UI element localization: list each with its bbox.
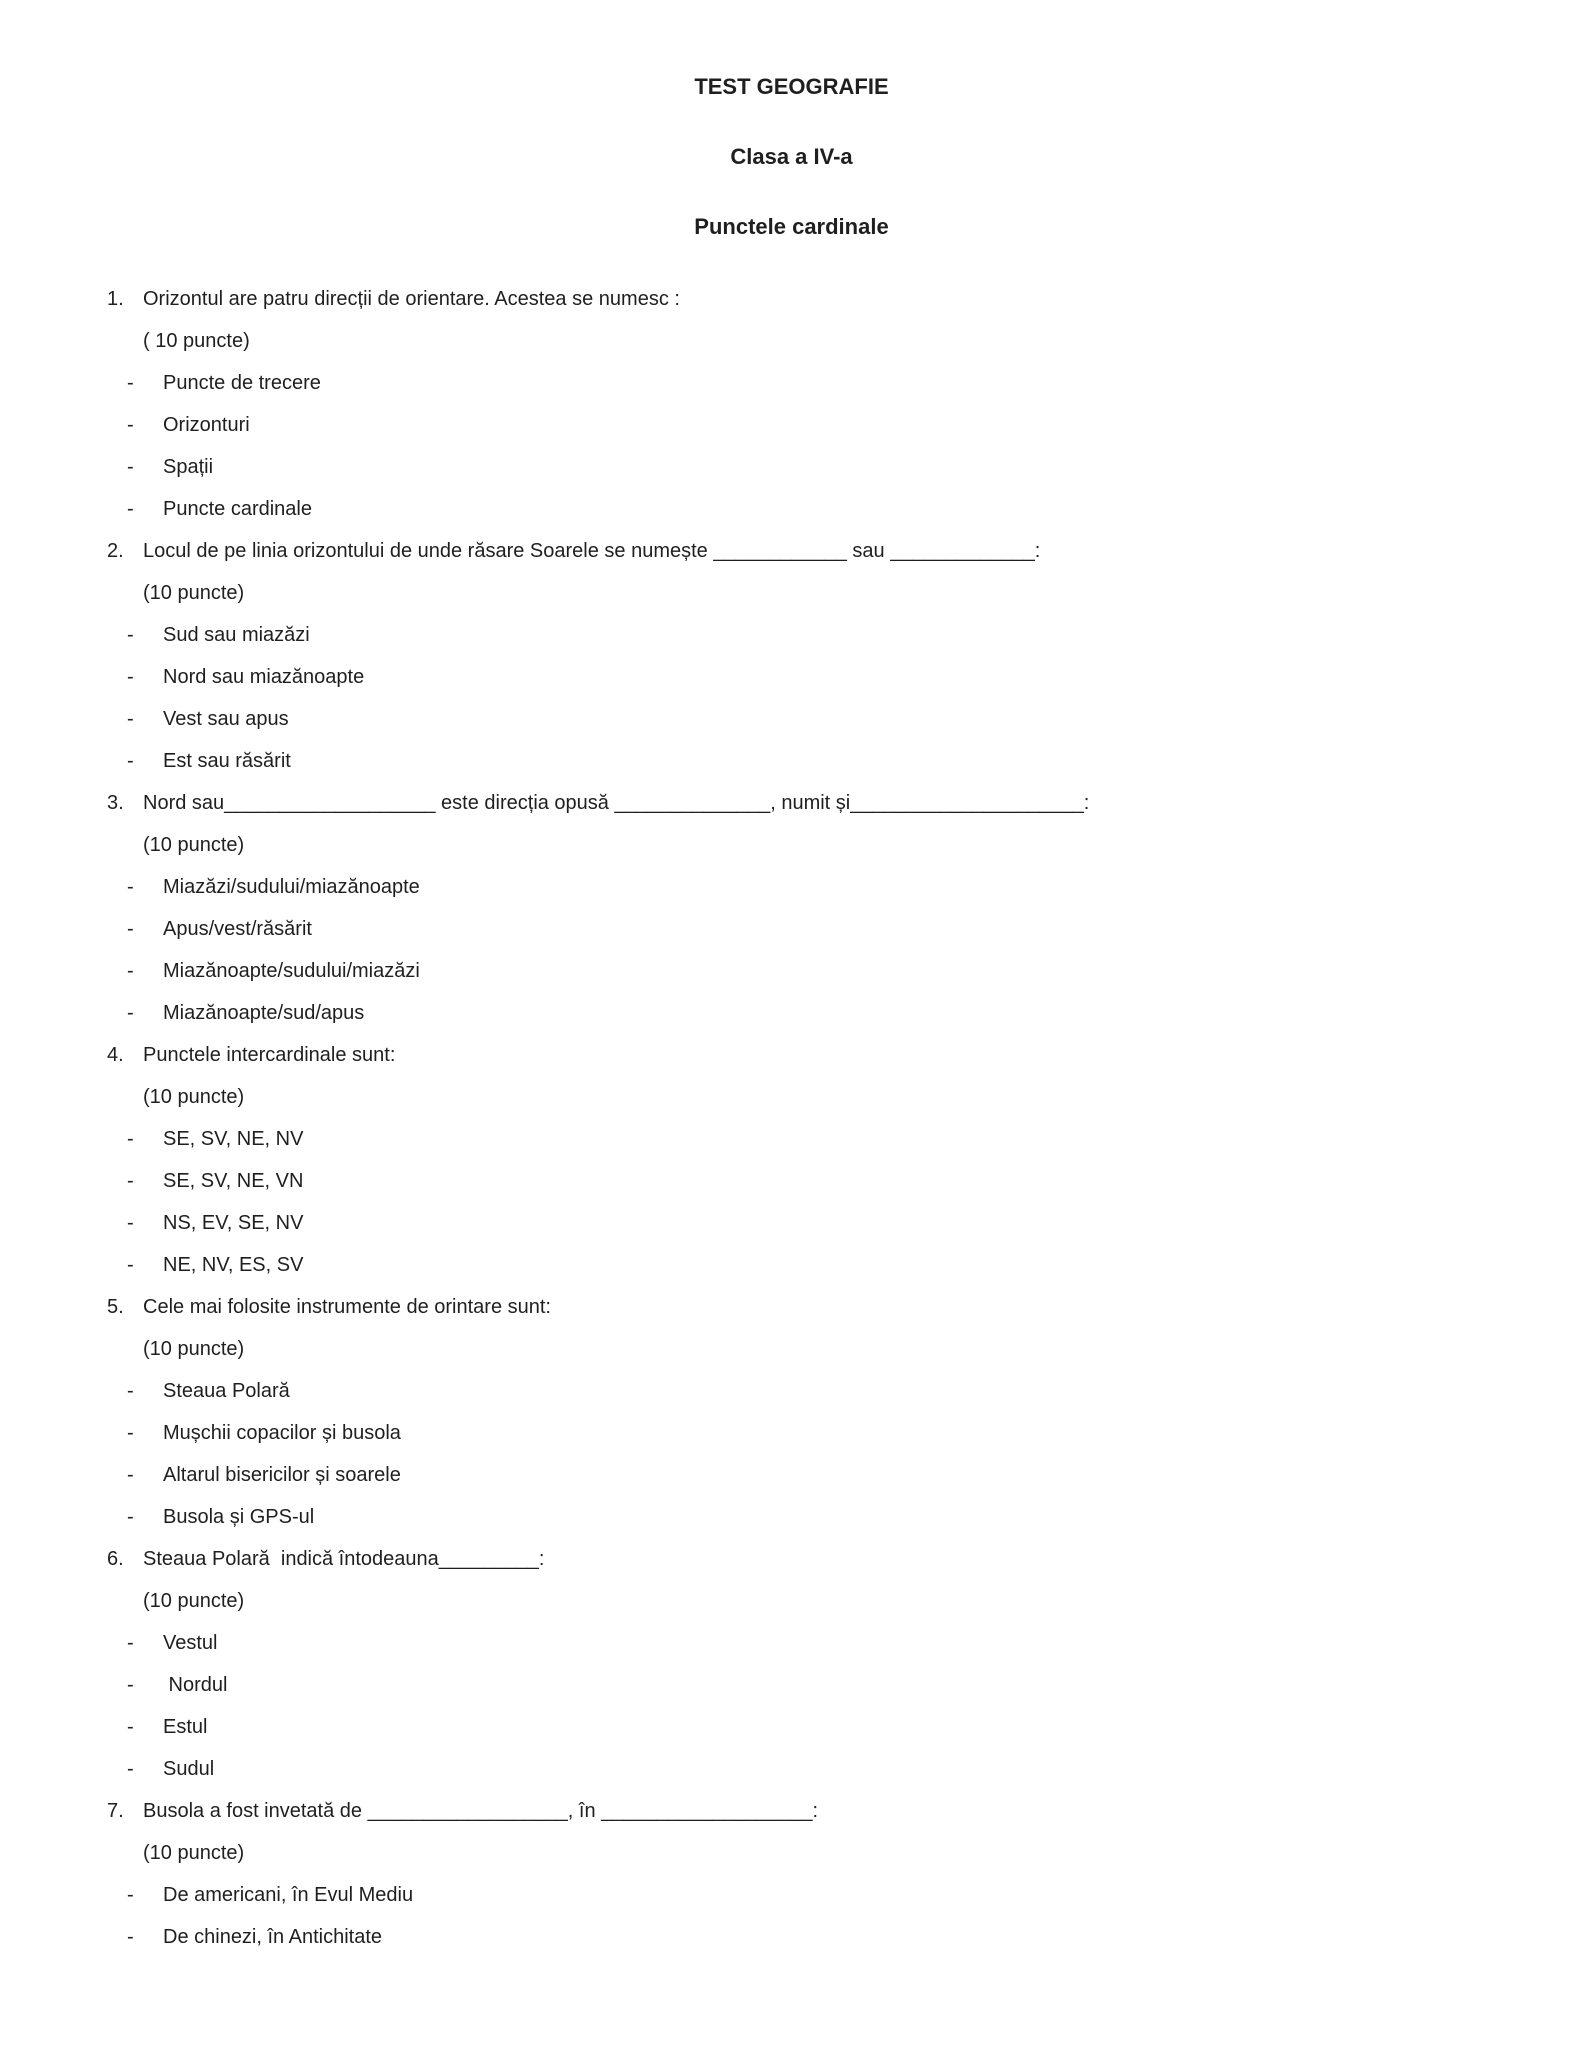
- option-bullet: -: [127, 1002, 134, 1024]
- option-text: Busola și GPS-ul: [163, 1506, 315, 1528]
- option-line: [0, 446, 1583, 488]
- question-number: 5.: [107, 1296, 124, 1318]
- option-text: Estul: [163, 1716, 208, 1738]
- option-text: Spații: [163, 456, 214, 478]
- option-bullet: -: [127, 918, 134, 940]
- option-text: Mușchii copacilor și busola: [163, 1422, 401, 1444]
- option-bullet: -: [127, 1380, 134, 1402]
- option-line: [0, 1748, 1583, 1790]
- option-text: SE, SV, NE, NV: [163, 1128, 304, 1150]
- option-bullet: -: [127, 1128, 134, 1150]
- option-bullet: -: [127, 498, 134, 520]
- option-line: [0, 1496, 1583, 1538]
- option-bullet: -: [127, 960, 134, 982]
- points-label: ( 10 puncte): [143, 330, 250, 352]
- question-5: [0, 1286, 1583, 1538]
- question-text: Nord sau___________________ este direcția opusă ______________, numit și_____________________:: [143, 792, 1090, 814]
- question-text: Cele mai folosite instrumente de orintare sunt:: [143, 1296, 551, 1318]
- option-text: Est sau răsărit: [163, 750, 291, 772]
- points-label: (10 puncte): [143, 1590, 245, 1612]
- option-line: [0, 908, 1583, 950]
- question-line: [0, 1286, 1583, 1328]
- option-text: Altarul bisericilor și soarele: [163, 1464, 401, 1486]
- option-line: [0, 1706, 1583, 1748]
- option-bullet: -: [127, 456, 134, 478]
- option-text: Miazăzi/sudului/miazănoapte: [163, 876, 420, 898]
- option-text: De chinezi, în Antichitate: [163, 1926, 383, 1948]
- question-line: [0, 278, 1583, 320]
- option-bullet: -: [127, 372, 134, 394]
- option-text: Nord sau miazănoapte: [163, 666, 365, 688]
- option-text: NS, EV, SE, NV: [163, 1212, 304, 1234]
- points-label: (10 puncte): [143, 582, 245, 604]
- question-text: Steaua Polară indică întodeauna_________:: [143, 1548, 545, 1570]
- option-text: Miazănoapte/sud/apus: [163, 1002, 365, 1024]
- option-bullet: -: [127, 1632, 134, 1654]
- option-text: Vest sau apus: [163, 708, 289, 730]
- option-text: Puncte cardinale: [163, 498, 312, 520]
- option-bullet: -: [127, 1254, 134, 1276]
- option-bullet: -: [127, 624, 134, 646]
- question-number: 1.: [107, 288, 124, 310]
- option-text: SE, SV, NE, VN: [163, 1170, 304, 1192]
- option-line: [0, 1454, 1583, 1496]
- question-6: [0, 1538, 1583, 1790]
- option-text: Apus/vest/răsărit: [163, 918, 312, 940]
- question-2: [0, 530, 1583, 782]
- option-text: Miazănoapte/sudului/miazăzi: [163, 960, 420, 982]
- option-line: [0, 656, 1583, 698]
- option-bullet: -: [127, 1926, 134, 1948]
- option-line: [0, 866, 1583, 908]
- option-line: [0, 698, 1583, 740]
- option-bullet: -: [127, 876, 134, 898]
- option-text: Orizonturi: [163, 414, 250, 436]
- option-text: Nordul: [163, 1674, 228, 1696]
- option-line: [0, 1160, 1583, 1202]
- question-number: 2.: [107, 540, 124, 562]
- question-number: 3.: [107, 792, 124, 814]
- option-bullet: -: [127, 1464, 134, 1486]
- option-line: [0, 992, 1583, 1034]
- option-text: De americani, în Evul Mediu: [163, 1884, 414, 1906]
- question-line: [0, 1538, 1583, 1580]
- option-line: [0, 1874, 1583, 1916]
- question-1: [0, 278, 1583, 530]
- option-line: [0, 1664, 1583, 1706]
- doc-class-line: Clasa a IV-a: [730, 144, 853, 169]
- option-line: [0, 488, 1583, 530]
- question-line: [0, 530, 1583, 572]
- question-line: [0, 1034, 1583, 1076]
- option-bullet: -: [127, 1506, 134, 1528]
- option-line: [0, 1412, 1583, 1454]
- option-text: NE, NV, ES, SV: [163, 1254, 304, 1276]
- option-bullet: -: [127, 750, 134, 772]
- option-line: [0, 1622, 1583, 1664]
- option-bullet: -: [127, 666, 134, 688]
- points-label: (10 puncte): [143, 1842, 245, 1864]
- option-line: [0, 614, 1583, 656]
- option-bullet: -: [127, 1212, 134, 1234]
- option-bullet: -: [127, 1170, 134, 1192]
- option-bullet: -: [127, 1422, 134, 1444]
- points-label: (10 puncte): [143, 834, 245, 856]
- question-text: Punctele intercardinale sunt:: [143, 1044, 396, 1066]
- option-line: [0, 1370, 1583, 1412]
- doc-title: TEST GEOGRAFIE: [694, 74, 889, 99]
- document-header: [0, 0, 1583, 242]
- question-line: [0, 782, 1583, 824]
- option-text: Steaua Polară: [163, 1380, 290, 1402]
- question-text: Busola a fost invetată de __________________, în ___________________:: [143, 1800, 819, 1822]
- document-body: [0, 278, 1583, 1958]
- question-number: 7.: [107, 1800, 124, 1822]
- option-text: Sud sau miazăzi: [163, 624, 310, 646]
- option-bullet: -: [127, 414, 134, 436]
- question-3: [0, 782, 1583, 1034]
- question-7: [0, 1790, 1583, 1958]
- option-bullet: -: [127, 1674, 134, 1696]
- option-line: [0, 740, 1583, 782]
- doc-topic: Punctele cardinale: [694, 214, 889, 239]
- option-line: [0, 950, 1583, 992]
- option-line: [0, 362, 1583, 404]
- option-line: [0, 1202, 1583, 1244]
- option-bullet: -: [127, 708, 134, 730]
- option-line: [0, 1118, 1583, 1160]
- points-label: (10 puncte): [143, 1338, 245, 1360]
- option-text: Sudul: [163, 1758, 215, 1780]
- option-text: Puncte de trecere: [163, 372, 321, 394]
- option-line: [0, 1916, 1583, 1958]
- option-line: [0, 1244, 1583, 1286]
- points-label: (10 puncte): [143, 1086, 245, 1108]
- question-text: Orizontul are patru direcții de orientare. Acestea se numesc :: [143, 288, 680, 310]
- question-line: [0, 1790, 1583, 1832]
- option-bullet: -: [127, 1884, 134, 1906]
- option-text: Vestul: [163, 1632, 218, 1654]
- option-bullet: -: [127, 1716, 134, 1738]
- question-number: 6.: [107, 1548, 124, 1570]
- question-number: 4.: [107, 1044, 124, 1066]
- option-line: [0, 404, 1583, 446]
- question-text: Locul de pe linia orizontului de unde răsare Soarele se numește ____________ sau _____________:: [143, 540, 1041, 562]
- question-4: [0, 1034, 1583, 1286]
- option-bullet: -: [127, 1758, 134, 1780]
